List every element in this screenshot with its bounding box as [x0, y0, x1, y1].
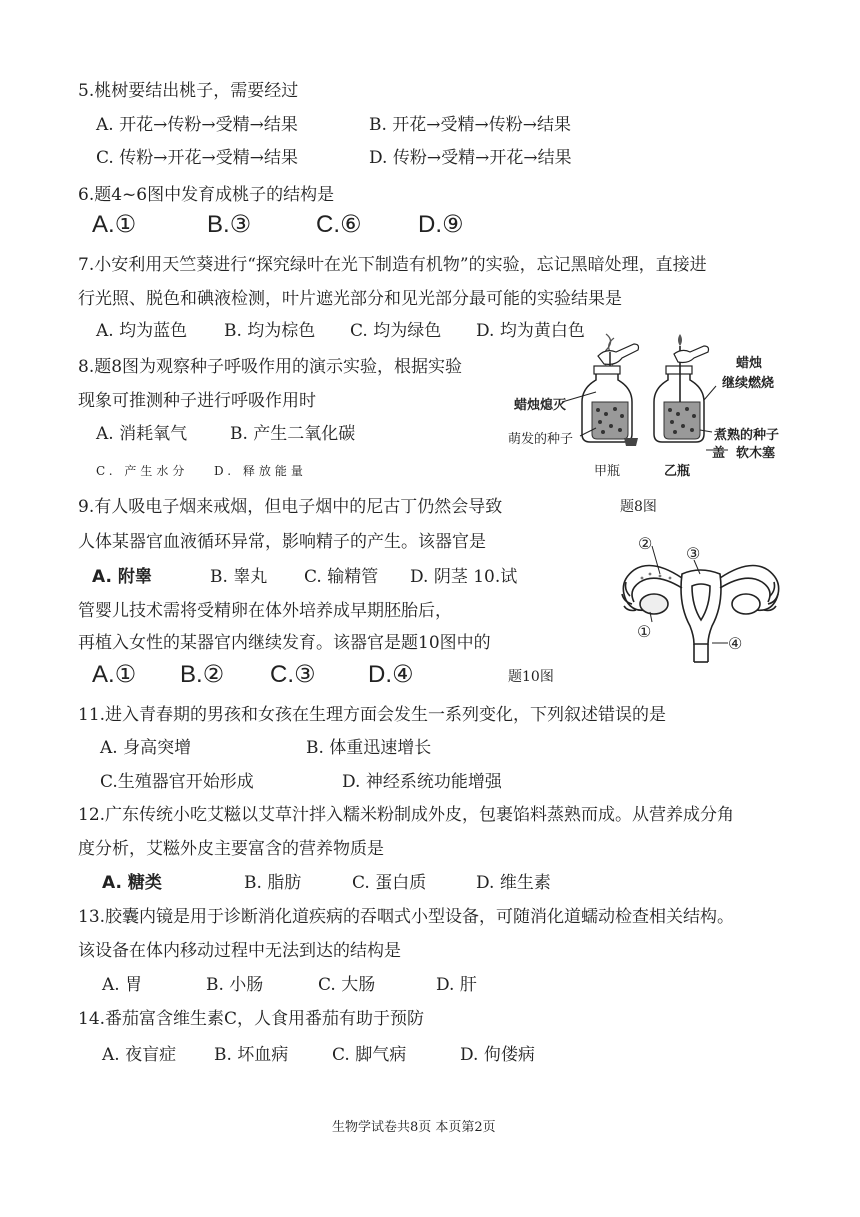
q5-option-d: D. 传粉→受精→开花→结果 — [369, 148, 572, 168]
fig10-label-2: ② — [638, 534, 653, 553]
q6-option-a: A.① — [92, 211, 137, 238]
q9-option-d: D. 阴茎 10.试 — [410, 567, 518, 587]
fig8-label-germinating: 萌发的种子 — [508, 432, 574, 447]
q10-option-d: D.④ — [368, 661, 414, 688]
fig10-label-1: ① — [637, 622, 652, 641]
q7-option-c: C. 均为绿色 — [350, 321, 442, 341]
q12-stem-line2: 度分析，艾糍外皮主要富含的营养物质是 — [78, 839, 384, 859]
q8-stem-line1: 8.题8图为观察种子呼吸作用的演示实验，根据实验 — [78, 357, 463, 377]
fig8-label-cork: 软木塞 — [736, 446, 776, 461]
q12-option-a — [102, 872, 162, 894]
fig8-label-lid: 盖 — [712, 446, 726, 461]
q7-option-a: A. 均为蓝色 — [96, 321, 188, 341]
q5-option-b: B. 开花→受精→传粉→结果 — [369, 115, 572, 135]
q8-option-a: A. 消耗氧气 — [96, 424, 188, 444]
q11-stem: 11.进入青春期的男孩和女孩在生理方面会发生一系列变化，下列叙述错误的是 — [78, 705, 667, 725]
fig8-label-bottle-b: 乙瓶 — [664, 464, 691, 479]
page-footer: 生物学试卷共8页 本页第2页 — [332, 1120, 496, 1135]
q10-stem-line2: 再植入女性的某器官内继续发育。该器官是题10图中的 — [78, 633, 491, 653]
q7-stem-line2: 行光照、脱色和碘液检测，叶片遮光部分和见光部分最可能的实验结果是 — [78, 289, 622, 309]
fig10-label-4: ④ — [728, 634, 743, 653]
q5-option-a: A. 开花→传粉→受精→结果 — [96, 115, 298, 135]
q13-option-c: C. 大肠 — [318, 975, 376, 995]
q12-option-c: C. 蛋白质 — [352, 873, 427, 893]
fig8-label-candle: 蜡烛 — [736, 356, 763, 371]
q10-option-a: A.① — [92, 661, 137, 688]
q9-stem-line2: 人体某器官血液循环异常，影响精子的产生。该器官是 — [78, 532, 486, 552]
q11-option-a: A. 身高突增 — [100, 738, 192, 758]
q12-stem-line1: 12.广东传统小吃艾糍以艾草汁拌入糯米粉制成外皮，包裹馅料蒸熟而成。从营养成分角 — [78, 805, 735, 825]
fig8-label-keep-burning: 继续燃烧 — [722, 376, 775, 391]
q10-stem-line1: 管婴儿技术需将受精卵在体外培养成早期胚胎后， — [78, 601, 452, 621]
q12-option-b: B. 脂肪 — [244, 873, 302, 893]
q5-stem: 5.桃树要结出桃子，需要经过 — [78, 81, 299, 101]
q12-option-a-text: A. 糖类 — [102, 873, 162, 893]
q6-stem: 6.题4~6图中发育成桃子的结构是 — [78, 185, 335, 205]
q7-stem-line1: 7.小安利用天竺葵进行“探究绿叶在光下制造有机物”的实验，忘记黑暗处理，直接进 — [78, 255, 707, 275]
q14-option-a: A. 夜盲症 — [102, 1045, 177, 1065]
fig8-label-candle-out: 蜡烛熄灭 — [514, 398, 567, 413]
q10-option-b: B.② — [180, 661, 225, 688]
q9-option-a-text: A. 附睾 — [92, 567, 152, 587]
fig10-label-3: ③ — [686, 544, 701, 563]
q14-option-b: B. 坏血病 — [214, 1045, 289, 1065]
q11-option-d: D. 神经系统功能增强 — [342, 772, 502, 792]
q11-option-c: C.生殖器官开始形成 — [100, 772, 254, 792]
q5-option-c: C. 传粉→开花→受精→结果 — [96, 148, 298, 168]
fig8-label-cooked-seeds: 煮熟的种子 — [714, 428, 780, 443]
q12-option-d: D. 维生素 — [476, 873, 551, 893]
q13-option-d: D. 肝 — [436, 975, 477, 995]
q13-stem-line2: 该设备在体内移动过程中无法到达的结构是 — [78, 941, 401, 961]
fig10-caption: 题10图 — [508, 669, 554, 685]
fig8-label-bottle-a: 甲瓶 — [594, 464, 621, 479]
q8-option-b: B. 产生二氧化碳 — [230, 424, 356, 444]
q14-option-c: C. 脚气病 — [332, 1045, 407, 1065]
fig8-caption: 题8图 — [620, 499, 657, 515]
uterus-diagram-icon — [622, 566, 779, 663]
q9-stem-line1: 9.有人吸电子烟来戒烟，但电子烟中的尼古丁仍然会导致 — [78, 497, 503, 517]
q6-option-b: B.③ — [207, 211, 252, 238]
q13-stem-line1: 13.胶囊内镜是用于诊断消化道疾病的吞咽式小型设备，可随消化道蠕动检查相关结构。 — [78, 907, 735, 927]
q13-option-b: B. 小肠 — [206, 975, 264, 995]
q9-option-c: C. 输精管 — [304, 567, 379, 587]
q7-option-d: D. 均为黄白色 — [476, 321, 585, 341]
q6-option-d: D.⑨ — [418, 211, 464, 238]
q13-option-a: A. 胃 — [102, 975, 143, 995]
q10-option-c: C.③ — [270, 661, 316, 688]
q9-option-b: B. 睾丸 — [210, 567, 268, 587]
q14-stem: 14.番茄富含维生素C，人食用番茄有助于预防 — [78, 1009, 425, 1029]
q6-option-c: C.⑥ — [316, 211, 362, 238]
q8-option-d: D. 释放能量 — [214, 464, 307, 478]
q8-stem-line2: 现象可推测种子进行呼吸作用时 — [78, 391, 316, 411]
q8-option-c: C. 产生水分 — [96, 464, 189, 478]
q7-option-b: B. 均为棕色 — [224, 321, 316, 341]
q14-option-d: D. 佝偻病 — [460, 1045, 535, 1065]
q11-option-b: B. 体重迅速增长 — [306, 738, 432, 758]
